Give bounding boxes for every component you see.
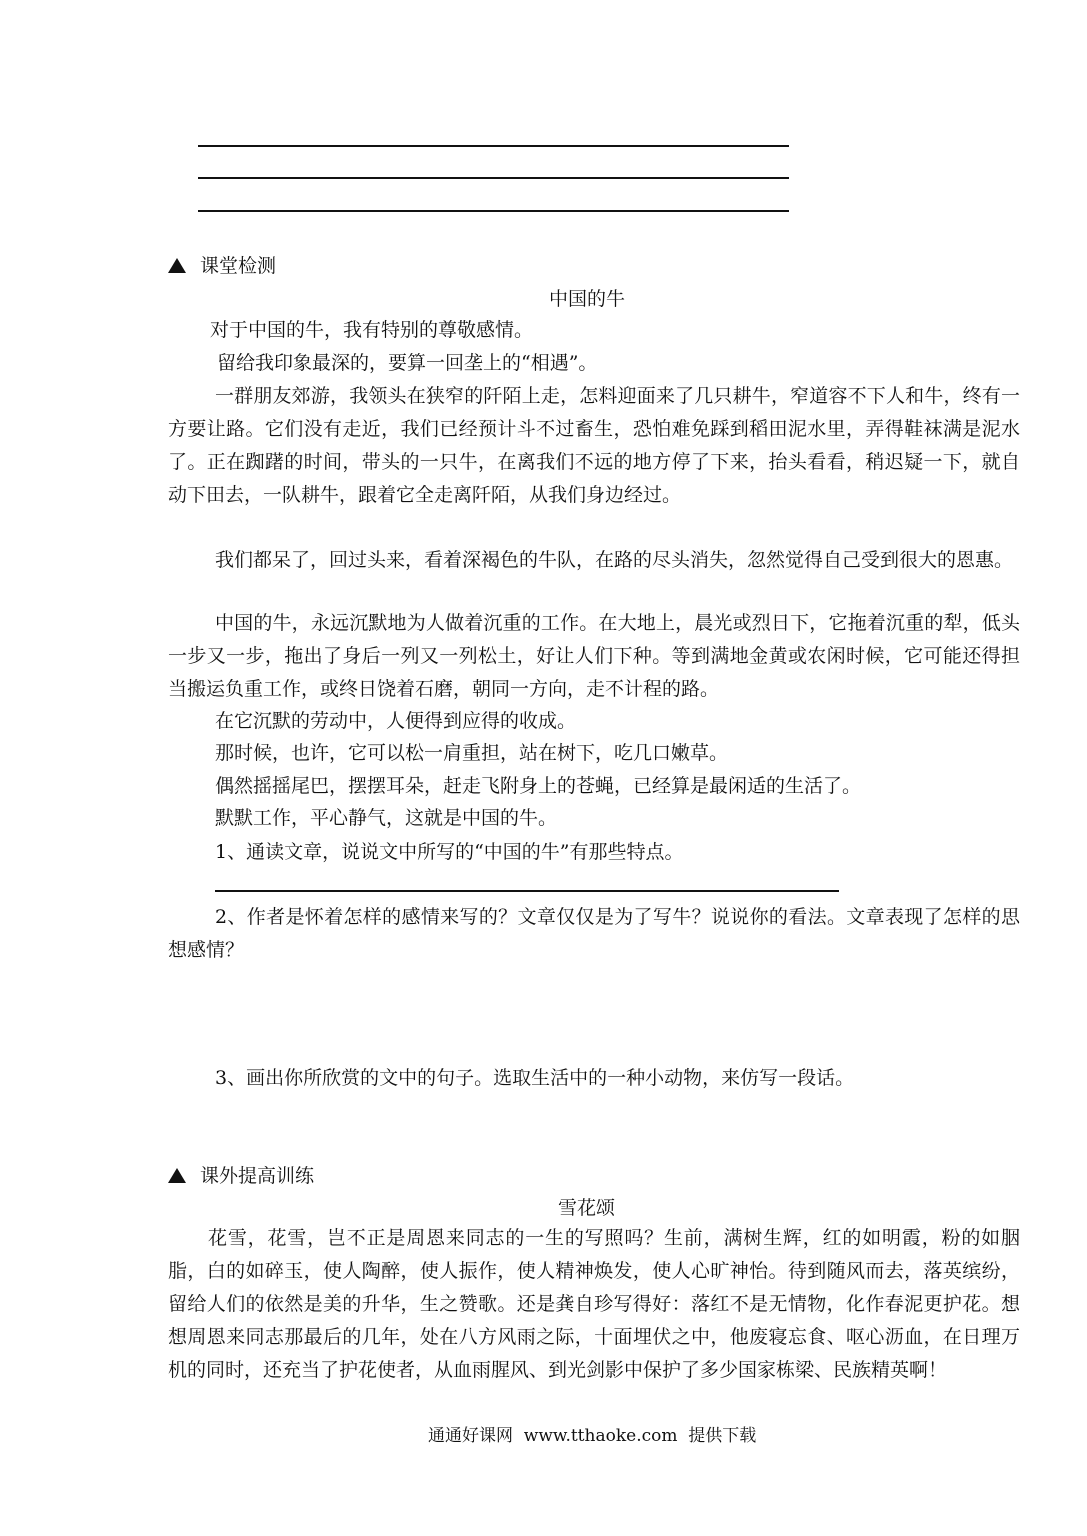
footer-text: 通通好课网 www.tthaoke.com 提供下载 [428,1426,757,1446]
paragraph: 一群朋友郊游，我领头在狭窄的阡陌上走，怎料迎面来了几只耕牛，窄道容不下人和牛，终有一方要让路。它们没有走近，我们已经预计斗不过畜生，恐怕难免踩到稻田泥水里，弄得鞋袜满是泥水了。正在踟躇的时间，带头的一只牛，在离我们不远的地方停了下来，抬头看看，稍迟疑一下，就自动下田去，一队耕牛，跟着它全走离阡陌，从我们身边经过。 [168,385,1020,506]
question-2: 2、作者是怀着怎样的感情来写的？文章仅仅是为了写牛？说说你的看法。文章表现了怎样的思想感情？ [168,906,1020,961]
text-line: 在它沉默的劳动中，人便得到应得的收成。 [215,710,577,732]
answer-line-q1 [215,890,839,892]
section-heading-text: 课堂检测 [200,255,277,277]
paragraph: 花雪，花雪，岂不正是周恩来同志的一生的写照吗？生前，满树生辉，红的如明霞，粉的如胭脂，白的如碎玉，使人陶醉，使人振作，使人精神焕发，使人心旷神怡。待到随风而去，落英缤纷，留给人们的依然是美的升华，生之赞歌。还是龚自珍写得好：落红不是无情物，化作春泥更护花。想想周恩来同志那最后的几年，处在八方风雨之际，十面埋伏之中，他废寝忘食、呕心沥血，在日理万机的同时，还充当了护花使者，从血雨腥风、到光剑影中保护了多少国家栋梁、民族精英啊！ [168,1227,1020,1381]
section-heading-extra-training [168,1160,314,1193]
text-line: 偶然摇摇尾巴，摆摆耳朵，赶走飞附身上的苍蝇，已经算是最闲适的生活了。 [215,775,862,797]
paragraph: 我们都呆了，回过头来，看着深褐色的牛队，在路的尽头消失，忽然觉得自己受到很大的恩惠。 [215,549,1014,571]
paragraph: 中国的牛，永远沉默地为人做着沉重的工作。在大地上，晨光或烈日下，它拖着沉重的犁，低头一步又一步，拖出了身后一列又一列松土，好让人们下种。等到满地金黄或农闲时候，它可能还得担当搬运负重工作，或终日饶着石磨，朝同一方向，走不计程的路。 [168,612,1020,700]
article-title: 中国的牛 [549,288,626,310]
text-line: 默默工作，平心静气，这就是中国的牛。 [215,807,558,829]
section-heading-class-test [168,250,276,283]
text-line: 那时候，也许，它可以松一肩重担，站在树下，吃几口嫩草。 [215,742,729,764]
article-title: 雪花颂 [558,1197,616,1219]
section-heading-text: 课外提高训练 [200,1165,315,1187]
question-1: 1、通读文章，说说文中所写的“中国的牛”有那些特点。 [215,841,684,863]
text-line: 对于中国的牛，我有特别的尊敬感情。 [210,319,534,341]
question-3: 3、画出你所欣赏的文中的句子。选取生活中的一种小动物，来仿写一段话。 [215,1067,855,1089]
answer-line-2 [198,177,789,179]
triangle-bullet-icon [168,1168,186,1183]
triangle-bullet-icon [168,258,186,273]
answer-line-1 [198,145,789,147]
answer-line-3 [198,210,789,212]
text-line: 留给我印象最深的，要算一回垄上的“相遇”。 [217,352,598,374]
